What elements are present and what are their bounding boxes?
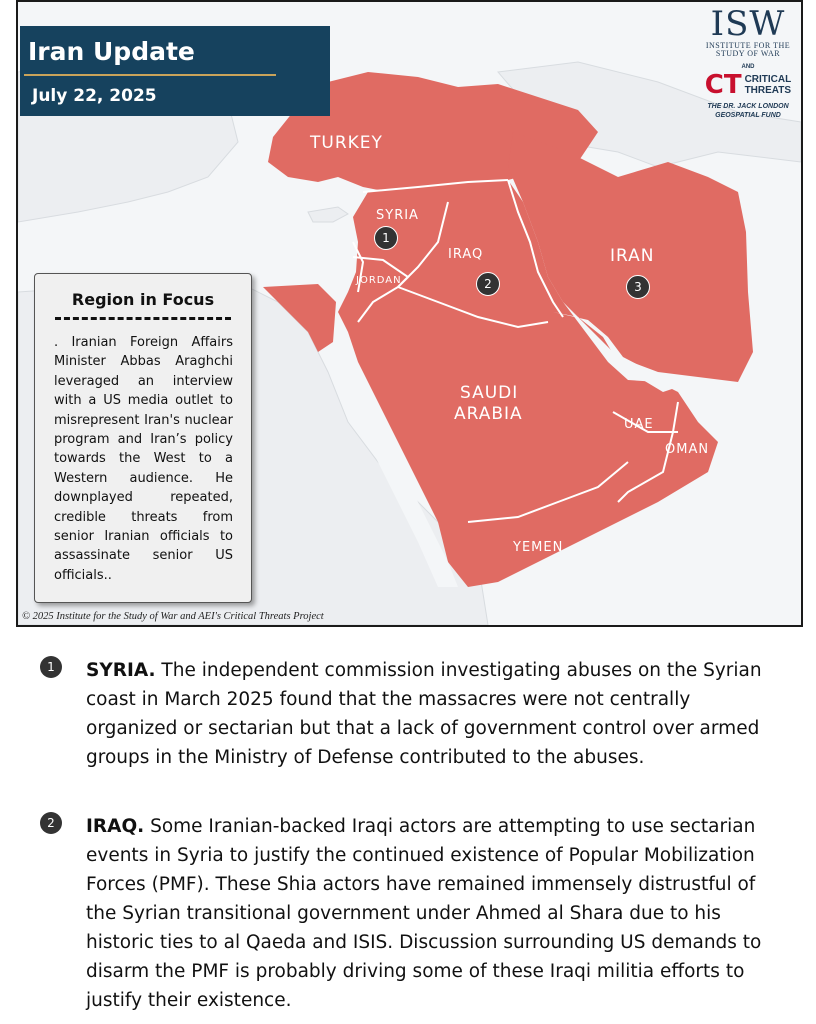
update-item-syria [40, 656, 790, 796]
update-item-iraq [40, 812, 790, 1012]
region-focus-box [34, 273, 252, 603]
region-focus-body: . Iranian Foreign Affairs Minister Abbas Araghchi leveraged an interview with a US media outlet to misrepresent Iran's nuclear program and Iran’s policy towards the West to a Western audience. He downplayed repeated, credible threats from senior Iranian officials to assassinate senior US officials.. [54, 335, 233, 583]
map-marker-3: 3 [626, 275, 650, 299]
item-body-syria: The independent commission investigating abuses on the Syrian coast in March 2025 found that the massacres were not centrally organized or sectarian but that a lack of government control over armed groups in the Ministry of Defense contributed to the abuses. [86, 660, 762, 768]
map-marker-2: 2 [476, 272, 500, 296]
fund-text [698, 102, 798, 120]
region-focus-divider [55, 317, 231, 320]
item-text-syria [86, 656, 776, 772]
isw-subtitle: INSTITUTE FOR THE STUDY OF WAR [705, 41, 791, 58]
label-yemen: YEMEN [513, 540, 564, 555]
title-divider [24, 74, 276, 76]
label-syria: SYRIA [376, 208, 419, 223]
page-title: Iran Update [28, 37, 195, 66]
label-oman: OMAN [665, 442, 710, 457]
logo-and: AND [741, 64, 755, 70]
item-heading-iraq: IRAQ. [86, 816, 145, 837]
label-turkey: TURKEY [310, 133, 383, 153]
fund-line-2: GEOSPATIAL FUND [715, 112, 781, 119]
copyright-notice: © 2025 Institute for the Study of War and AEI's Critical Threats Project [22, 611, 324, 622]
item-marker-2: 2 [40, 812, 62, 834]
item-marker-1: 1 [40, 656, 62, 678]
mediterranean-sea [248, 182, 353, 292]
ct-logo [698, 72, 798, 98]
item-heading-syria: SYRIA. [86, 660, 156, 681]
label-iran: IRAN [610, 246, 655, 266]
label-iraq: IRAQ [448, 247, 484, 262]
label-uae: UAE [624, 417, 654, 432]
fund-line-1: THE DR. JACK LONDON [707, 103, 789, 110]
ct-mark: CT [704, 70, 742, 100]
ct-line-2: THREATS [744, 85, 792, 96]
region-focus-title: Region in Focus [71, 290, 215, 309]
logo-block [698, 6, 798, 124]
page-date: July 22, 2025 [32, 86, 157, 106]
item-body-iraq: Some Iranian-backed Iraqi actors are attempting to use sectarian events in Syria to justify the continued existence of Popular Mobilization Forces (PMF). These Shia actors have remained immensely distrustful of the Syrian transitional government under Ahmed al Shara due to his historic ties to al Qaeda and ISIS. Discussion surrounding US demands to disarm the PMF is probably driving some of these Iraqi militia efforts to justify their existence. [86, 816, 762, 1011]
isw-logo: ISW [710, 4, 786, 44]
map-frame [16, 0, 803, 627]
label-saudi-2: ARABIA [454, 404, 523, 424]
item-text-iraq [86, 812, 776, 1015]
label-jordan: JORDAN [356, 275, 402, 286]
ct-line-1: CRITICAL [744, 74, 792, 85]
label-saudi-1: SAUDI [460, 383, 519, 403]
ct-text [745, 74, 792, 96]
title-banner [20, 26, 330, 116]
map-marker-1: 1 [374, 226, 398, 250]
